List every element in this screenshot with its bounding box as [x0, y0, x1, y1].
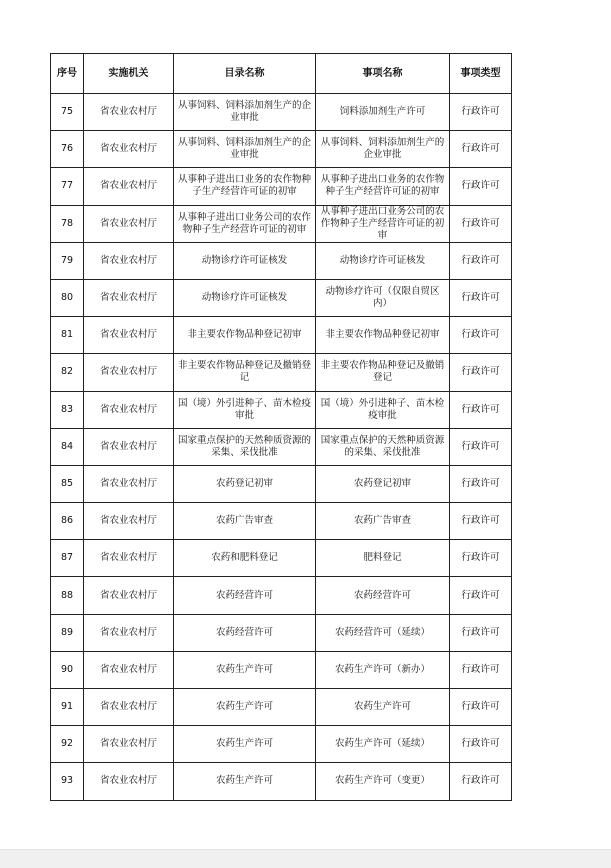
cell-item-name: 从事饲料、饲料添加剂生产的企业审批 [316, 131, 450, 168]
cell-implementing-agency: 省农业农村厅 [84, 540, 174, 577]
header-implementing-agency: 实施机关 [84, 54, 174, 94]
cell-serial-number: 92 [51, 726, 84, 763]
cell-item-name: 国家重点保护的天然种质资源的采集、采伐批准 [316, 428, 450, 465]
cell-item-name: 农药生产许可（新办） [316, 651, 450, 688]
cell-item-name: 肥料登记 [316, 540, 450, 577]
cell-serial-number: 79 [51, 242, 84, 279]
cell-serial-number: 75 [51, 94, 84, 131]
cell-item-name: 非主要农作物品种登记初审 [316, 317, 450, 354]
cell-implementing-agency: 省农业农村厅 [84, 428, 174, 465]
cell-catalog-name: 从事种子进出口业务的农作物种子生产经营许可证的初审 [174, 168, 316, 205]
cell-implementing-agency: 省农业农村厅 [84, 94, 174, 131]
cell-catalog-name: 农药生产许可 [174, 763, 316, 800]
cell-catalog-name: 非主要农作物品种登记及撤销登记 [174, 354, 316, 391]
cell-item-name: 农药生产许可（变更） [316, 763, 450, 800]
cell-item-name: 非主要农作物品种登记及撤销登记 [316, 354, 450, 391]
cell-item-name: 农药登记初审 [316, 465, 450, 502]
cell-catalog-name: 国（境）外引进种子、苗木检疫审批 [174, 391, 316, 428]
header-serial-number: 序号 [51, 54, 84, 94]
cell-catalog-name: 农药经营许可 [174, 577, 316, 614]
cell-catalog-name: 农药经营许可 [174, 614, 316, 651]
cell-item-name: 从事种子进出口业务的农作物种子生产经营许可证的初审 [316, 168, 450, 205]
cell-serial-number: 77 [51, 168, 84, 205]
cell-serial-number: 91 [51, 689, 84, 726]
cell-implementing-agency: 省农业农村厅 [84, 279, 174, 316]
cell-catalog-name: 动物诊疗许可证核发 [174, 279, 316, 316]
cell-item-type: 行政许可 [450, 614, 512, 651]
table-body [51, 94, 512, 801]
table-row [51, 577, 512, 614]
cell-item-type: 行政许可 [450, 317, 512, 354]
cell-serial-number: 88 [51, 577, 84, 614]
cell-item-name: 国（境）外引进种子、苗木检疫审批 [316, 391, 450, 428]
table-row [51, 131, 512, 168]
cell-item-name: 农药生产许可 [316, 689, 450, 726]
cell-implementing-agency: 省农业农村厅 [84, 465, 174, 502]
cell-item-type: 行政许可 [450, 726, 512, 763]
cell-implementing-agency: 省农业农村厅 [84, 651, 174, 688]
header-item-name: 事项名称 [316, 54, 450, 94]
table-row [51, 94, 512, 131]
cell-serial-number: 86 [51, 503, 84, 540]
cell-item-type: 行政许可 [450, 168, 512, 205]
table-row [51, 465, 512, 502]
cell-implementing-agency: 省农业农村厅 [84, 391, 174, 428]
table-row [51, 279, 512, 316]
cell-item-type: 行政许可 [450, 391, 512, 428]
cell-serial-number: 82 [51, 354, 84, 391]
cell-serial-number: 87 [51, 540, 84, 577]
cell-implementing-agency: 省农业农村厅 [84, 577, 174, 614]
cell-serial-number: 76 [51, 131, 84, 168]
header-item-type: 事项类型 [450, 54, 512, 94]
table-row [51, 726, 512, 763]
cell-item-type: 行政许可 [450, 651, 512, 688]
bottom-bar [0, 849, 611, 868]
cell-catalog-name: 农药登记初审 [174, 465, 316, 502]
cell-serial-number: 78 [51, 205, 84, 242]
cell-implementing-agency: 省农业农村厅 [84, 614, 174, 651]
cell-item-name: 饲料添加剂生产许可 [316, 94, 450, 131]
cell-item-type: 行政许可 [450, 763, 512, 800]
cell-implementing-agency: 省农业农村厅 [84, 242, 174, 279]
cell-serial-number: 89 [51, 614, 84, 651]
cell-item-name: 农药经营许可（延续） [316, 614, 450, 651]
cell-implementing-agency: 省农业农村厅 [84, 726, 174, 763]
cell-item-type: 行政许可 [450, 503, 512, 540]
cell-catalog-name: 从事饲料、饲料添加剂生产的企业审批 [174, 131, 316, 168]
cell-catalog-name: 农药生产许可 [174, 689, 316, 726]
cell-implementing-agency: 省农业农村厅 [84, 131, 174, 168]
cell-item-type: 行政许可 [450, 131, 512, 168]
table-row [51, 168, 512, 205]
cell-item-type: 行政许可 [450, 279, 512, 316]
cell-serial-number: 80 [51, 279, 84, 316]
table-row [51, 354, 512, 391]
cell-serial-number: 81 [51, 317, 84, 354]
cell-implementing-agency: 省农业农村厅 [84, 317, 174, 354]
table-row [51, 614, 512, 651]
cell-implementing-agency: 省农业农村厅 [84, 168, 174, 205]
cell-catalog-name: 国家重点保护的天然种质资源的采集、采伐批准 [174, 428, 316, 465]
table-row [51, 317, 512, 354]
cell-item-type: 行政许可 [450, 205, 512, 242]
cell-catalog-name: 动物诊疗许可证核发 [174, 242, 316, 279]
cell-item-type: 行政许可 [450, 242, 512, 279]
cell-item-name: 农药经营许可 [316, 577, 450, 614]
cell-catalog-name: 农药和肥料登记 [174, 540, 316, 577]
cell-catalog-name: 从事种子进出口业务公司的农作物种子生产经营许可证的初审 [174, 205, 316, 242]
cell-item-name: 动物诊疗许可（仅限自贸区内） [316, 279, 450, 316]
table-row [51, 428, 512, 465]
cell-item-type: 行政许可 [450, 354, 512, 391]
table-row [51, 540, 512, 577]
cell-serial-number: 83 [51, 391, 84, 428]
cell-item-type: 行政许可 [450, 689, 512, 726]
cell-serial-number: 90 [51, 651, 84, 688]
table-row [51, 242, 512, 279]
cell-item-name: 农药生产许可（延续） [316, 726, 450, 763]
table-row [51, 651, 512, 688]
cell-implementing-agency: 省农业农村厅 [84, 354, 174, 391]
table-row [51, 689, 512, 726]
cell-implementing-agency: 省农业农村厅 [84, 689, 174, 726]
cell-catalog-name: 从事饲料、饲料添加剂生产的企业审批 [174, 94, 316, 131]
cell-item-name: 农药广告审查 [316, 503, 450, 540]
cell-implementing-agency: 省农业农村厅 [84, 205, 174, 242]
cell-item-name: 动物诊疗许可证核发 [316, 242, 450, 279]
cell-item-type: 行政许可 [450, 577, 512, 614]
cell-serial-number: 93 [51, 763, 84, 800]
cell-catalog-name: 非主要农作物品种登记初审 [174, 317, 316, 354]
cell-item-type: 行政许可 [450, 428, 512, 465]
cell-catalog-name: 农药生产许可 [174, 651, 316, 688]
cell-item-type: 行政许可 [450, 465, 512, 502]
table-row [51, 205, 512, 242]
cell-catalog-name: 农药广告审查 [174, 503, 316, 540]
cell-catalog-name: 农药生产许可 [174, 726, 316, 763]
header-catalog-name: 目录名称 [174, 54, 316, 94]
table-row [51, 391, 512, 428]
cell-serial-number: 85 [51, 465, 84, 502]
table-header-row [51, 54, 512, 94]
cell-item-type: 行政许可 [450, 94, 512, 131]
cell-implementing-agency: 省农业农村厅 [84, 503, 174, 540]
cell-serial-number: 84 [51, 428, 84, 465]
cell-item-name: 从事种子进出口业务公司的农作物种子生产经营许可证的初审 [316, 205, 450, 242]
items-table [50, 53, 512, 801]
table-row [51, 763, 512, 800]
table-row [51, 503, 512, 540]
cell-item-type: 行政许可 [450, 540, 512, 577]
cell-implementing-agency: 省农业农村厅 [84, 763, 174, 800]
